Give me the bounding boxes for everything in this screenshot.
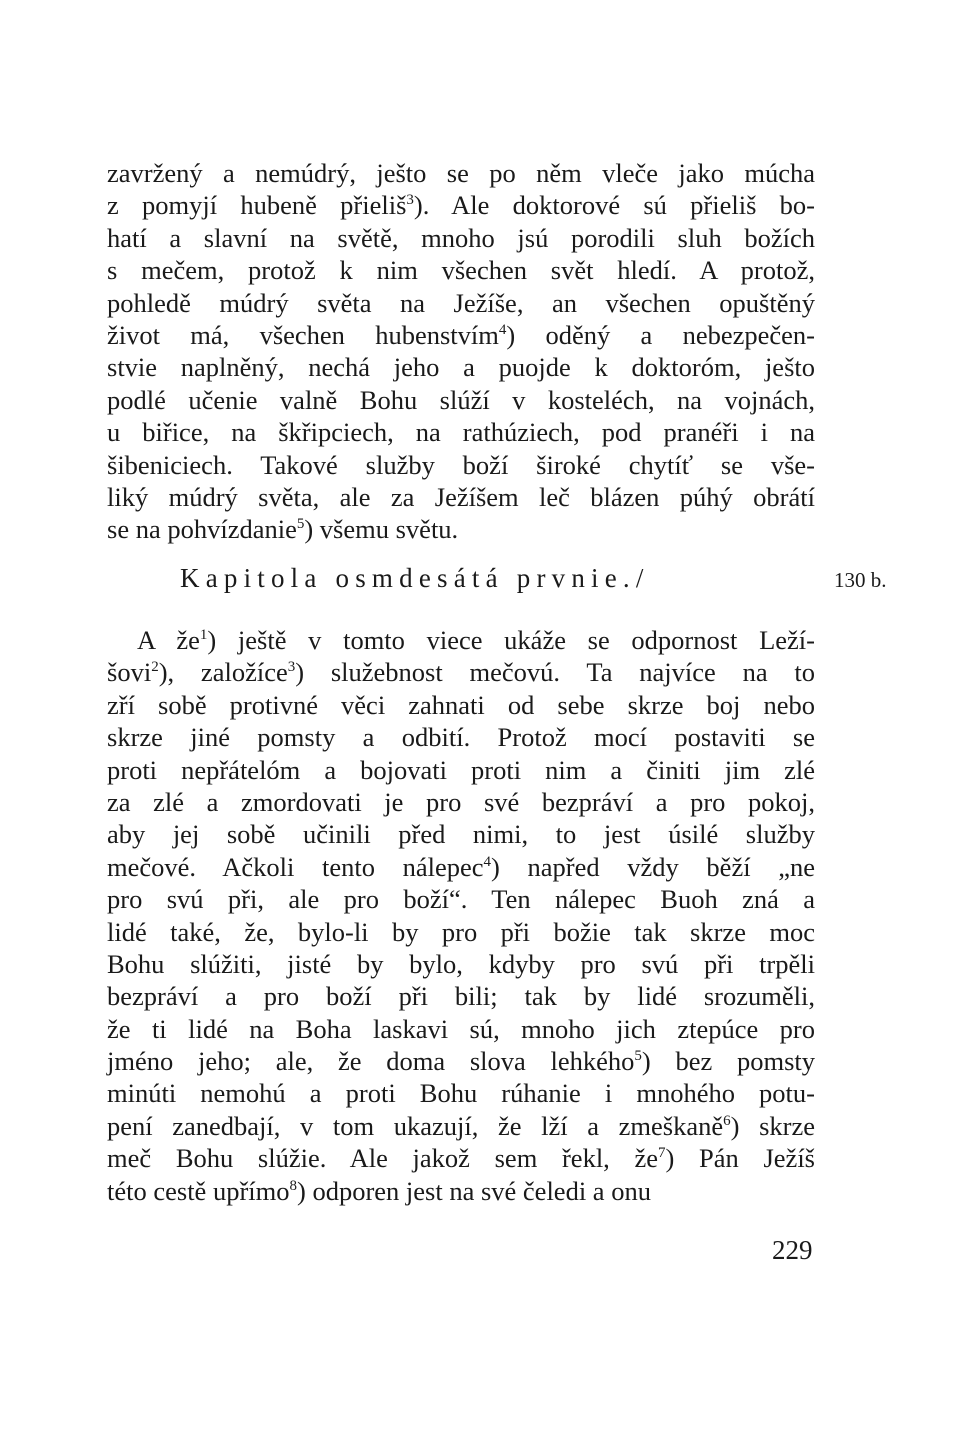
text-run: u biřice, na škřipciech, na rathúziech, pod pranéři i na	[107, 417, 815, 448]
text-line	[107, 351, 815, 383]
footnote-marker: 8	[289, 1177, 297, 1194]
text-line	[107, 481, 815, 513]
footnote-marker: 6	[723, 1112, 731, 1129]
text-run: ) odporen jest na své čeledi a onu	[297, 1175, 651, 1206]
text-run: ), založíce	[158, 657, 288, 688]
text-line	[107, 157, 815, 189]
text-line	[107, 656, 815, 688]
text-run: ) napřed vždy běží „ne	[491, 851, 815, 882]
text-run: jméno jeho; ale, že doma slova lehkého	[107, 1046, 635, 1077]
text-run: zavržený a nemúdrý, ješto se po něm vleče jako múcha	[107, 158, 815, 188]
text-run: se na pohvízdanie	[107, 514, 297, 545]
text-run: pro svú při, ale pro boží“. Ten nálepec Buoh zná a	[107, 884, 815, 915]
footnote-marker: 5	[634, 1048, 642, 1065]
text-run: ) oděný a nebezpečen-	[506, 319, 815, 350]
text-line	[107, 449, 815, 481]
text-run: ) služebnost mečovú. Ta najvíce na to	[295, 657, 815, 688]
text-run: pohledě múdrý světa na Ježíše, an všechen opuštěný	[107, 287, 815, 318]
text-line	[107, 786, 815, 818]
text-line	[107, 189, 815, 221]
text-run: život má, všechen hubenstvím	[107, 319, 499, 350]
text-run: šibeniciech. Takové služby boží široké chytíť se vše-	[107, 449, 815, 480]
text-run: liký múdrý světa, ale za Ježíšem leč blázen púhý obrátí	[107, 481, 815, 512]
text-run: proti nepřátelóm a bojovati proti nim a činiti jim zlé	[107, 754, 815, 785]
text-run: Bohu slúžiti, jisté by bylo, kdyby pro svú při trpěli	[107, 948, 815, 979]
text-line	[107, 980, 815, 1012]
footnote-marker: 7	[658, 1145, 666, 1162]
text-run: A že	[137, 625, 200, 655]
text-line	[107, 883, 815, 915]
text-run: skrze jiné pomsty a odbití. Protož mocí postaviti se	[107, 722, 815, 753]
text-run: šovi	[107, 657, 152, 688]
text-line	[107, 754, 815, 786]
footnote-marker: 2	[151, 659, 159, 676]
text-run: ) všemu světu.	[304, 514, 459, 545]
text-line	[107, 384, 815, 416]
text-run: ). Ale doktorové sú přieliš bo-	[413, 190, 815, 221]
text-line	[107, 416, 815, 448]
text-run: lidé také, že, bylo-li by pro při božie tak skrze moc	[107, 916, 815, 947]
text-run: z pomyjí hubeně přieliš	[107, 190, 407, 221]
page-number: 229	[772, 1235, 813, 1265]
text-run: za zlé a zmordovati je pro své bezpráví a pro pokoj,	[107, 786, 815, 817]
text-line	[107, 254, 815, 286]
paragraph-continued	[107, 157, 815, 546]
footnote-marker: 5	[296, 516, 305, 533]
text-run: ) Pán Ježíš	[665, 1143, 815, 1174]
text-run: zří sobě protivné věci zahnati od sebe skrze boj nebo	[107, 689, 815, 720]
text-run: hatí a slavní na světě, mnoho jsú porodili sluh božích	[107, 222, 815, 253]
text-line	[107, 818, 815, 850]
text-line	[107, 513, 815, 545]
text-run: podlé učenie valně Bohu slúží v kosteléch, na vojnách,	[107, 384, 815, 415]
footnote-marker: 3	[287, 659, 296, 676]
text-line	[107, 1110, 815, 1142]
text-run: této cestě upřímo	[107, 1175, 290, 1206]
text-line	[107, 624, 815, 656]
text-line	[107, 287, 815, 319]
text-run: aby jej sobě učinili před nimi, to jest úsilé služby	[107, 819, 815, 850]
footnote-marker: 4	[498, 321, 507, 338]
text-run: s mečem, protož k nim všechen svět hledí. A protož,	[107, 255, 815, 286]
footnote-marker: 4	[483, 853, 492, 870]
paragraph-chapter-opening	[107, 624, 815, 1207]
text-line	[107, 1077, 815, 1109]
text-run: ) bez pomsty	[641, 1046, 815, 1077]
text-line	[107, 1045, 815, 1077]
text-line	[107, 721, 815, 753]
text-line	[107, 222, 815, 254]
text-line	[107, 319, 815, 351]
text-line	[107, 916, 815, 948]
text-run: že ti lidé na Boha laskavi sú, mnoho jich ztepúce pro	[107, 1013, 815, 1044]
footnote-marker: 1	[199, 627, 208, 643]
text-run: mečové. Ačkoli tento nálepec	[107, 851, 484, 882]
text-line	[107, 689, 815, 721]
text-run: meč Bohu slúžie. Ale jakož sem řekl, že	[107, 1143, 659, 1174]
text-run: stvie naplněný, nechá jeho a puojde k doktoróm, ješto	[107, 352, 815, 383]
folio-margin-note: 130 b.	[834, 568, 887, 592]
text-line	[107, 1142, 815, 1174]
text-line	[107, 948, 815, 980]
text-run: ) skrze	[730, 1110, 815, 1141]
text-run: minúti nemohú a proti Bohu rúhanie i mnohého potu-	[107, 1078, 815, 1109]
text-line	[107, 1013, 815, 1045]
footnote-marker: 3	[406, 192, 414, 209]
text-line	[107, 1175, 815, 1207]
text-run: bezpráví a pro boží při bili; tak by lidé srozuměli,	[107, 981, 815, 1012]
text-run: ) ještě v tomto viece ukáže se odpornost Leží-	[207, 625, 815, 655]
chapter-heading: Kapitola osmdesátá prvnie./	[180, 563, 650, 593]
text-run: pení zanedbají, v tom ukazují, že lží a zmeškaně	[107, 1110, 724, 1141]
text-line	[107, 851, 815, 883]
